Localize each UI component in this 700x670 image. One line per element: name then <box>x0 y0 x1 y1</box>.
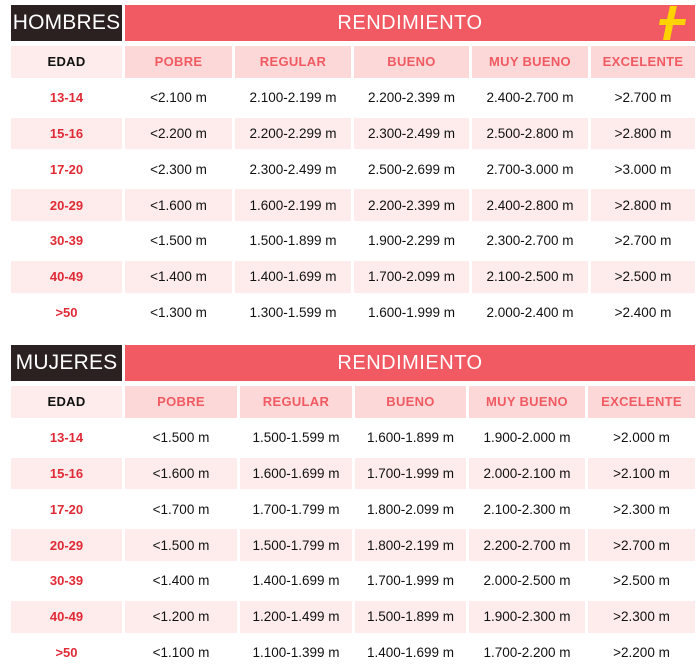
cell-poor: <1.200 m <box>152 609 210 625</box>
column-header-very-good: MUY BUENO <box>489 54 571 70</box>
cell-good: 2.200-2.399 m <box>367 90 456 106</box>
cell-age: 15-16 <box>49 465 84 481</box>
column-header-good: BUENO <box>386 394 435 410</box>
women-table <box>0 340 700 670</box>
column-header-regular: REGULAR <box>262 394 330 410</box>
cell-good: 2.300-2.499 m <box>367 125 456 141</box>
cell-regular: 1.500-1.599 m <box>252 430 340 446</box>
cell-very-good: 2.400-2.700 m <box>486 90 574 106</box>
cell-age: 30-39 <box>49 573 84 589</box>
cell-poor: <1.400 m <box>152 573 210 589</box>
cell-good: 1.400-1.699 m <box>366 644 455 660</box>
cell-very-good: 2.000-2.500 m <box>483 573 571 589</box>
column-header-excellent: EXCELENTE <box>602 54 684 70</box>
cell-poor: <1.400 m <box>150 269 207 285</box>
cell-poor: <2.300 m <box>150 161 207 177</box>
cell-poor: <1.500 m <box>152 537 210 553</box>
cell-poor: <1.300 m <box>150 304 207 320</box>
men-table <box>0 0 700 330</box>
cell-very-good: 2.100-2.500 m <box>486 269 574 285</box>
column-header-good: BUENO <box>387 54 436 70</box>
table-row <box>0 259 700 295</box>
plus-bolt-logo-icon <box>658 4 688 42</box>
cell-poor: <2.200 m <box>150 125 207 141</box>
cell-poor: <1.600 m <box>150 197 207 213</box>
cell-good: 2.500-2.699 m <box>367 161 456 177</box>
cell-age: 20-29 <box>49 197 84 213</box>
cell-very-good: 1.700-2.200 m <box>483 644 571 660</box>
cell-age: 17-20 <box>49 501 84 517</box>
cell-very-good: 1.900-2.300 m <box>483 609 571 625</box>
table-row <box>0 295 700 331</box>
cell-age: 17-20 <box>49 161 84 177</box>
cell-good: 1.800-2.099 m <box>366 501 455 517</box>
cell-regular: 1.700-1.799 m <box>252 501 340 517</box>
column-header-excellent: EXCELENTE <box>601 394 682 410</box>
table-row <box>0 635 700 670</box>
cell-good: 1.600-1.999 m <box>367 304 456 320</box>
cell-good: 1.700-1.999 m <box>366 573 455 589</box>
table-row <box>0 80 700 116</box>
cell-very-good: 2.000-2.100 m <box>483 465 571 481</box>
cell-age: 15-16 <box>49 125 84 141</box>
table-row <box>0 420 700 456</box>
cell-poor: <2.100 m <box>150 90 207 106</box>
column-header-very-good: MUY BUENO <box>486 394 568 410</box>
cell-poor: <1.500 m <box>152 430 210 446</box>
cell-poor: <1.500 m <box>150 233 207 249</box>
women-table-header <box>0 340 700 384</box>
cell-age: 13-14 <box>49 430 84 446</box>
men-performance-label: RENDIMIENTO <box>125 5 695 41</box>
cell-regular: 1.100-1.399 m <box>252 644 340 660</box>
cell-age: >50 <box>55 304 78 320</box>
cell-excellent: >2.500 m <box>614 269 672 285</box>
cell-very-good: 2.500-2.800 m <box>486 125 574 141</box>
women-column-headers <box>0 384 700 420</box>
cell-very-good: 2.000-2.400 m <box>486 304 574 320</box>
cell-excellent: >2.700 m <box>614 90 672 106</box>
cell-excellent: >2.500 m <box>613 573 670 589</box>
table-row <box>0 223 700 259</box>
cell-poor: <1.600 m <box>152 465 210 481</box>
column-header-regular: REGULAR <box>259 54 327 70</box>
cell-regular: 2.300-2.499 m <box>249 161 337 177</box>
cell-excellent: >2.300 m <box>613 609 670 625</box>
cell-good: 1.700-1.999 m <box>366 465 455 481</box>
cell-good: 1.500-1.899 m <box>366 609 455 625</box>
column-header-age: EDAD <box>47 54 86 70</box>
table-row <box>0 491 700 527</box>
cell-regular: 1.400-1.699 m <box>252 573 340 589</box>
women-performance-label: RENDIMIENTO <box>125 345 695 381</box>
cell-regular: 2.200-2.299 m <box>249 125 337 141</box>
men-column-headers <box>0 44 700 80</box>
women-gender-label: MUJERES <box>11 345 122 381</box>
cell-very-good: 2.200-2.700 m <box>483 537 571 553</box>
cell-age: 20-29 <box>49 537 84 553</box>
cell-very-good: 2.300-2.700 m <box>486 233 574 249</box>
cell-excellent: >2.800 m <box>614 125 672 141</box>
cell-regular: 1.500-1.899 m <box>249 233 337 249</box>
cell-regular: 2.100-2.199 m <box>249 90 337 106</box>
cell-age: 30-39 <box>49 233 84 249</box>
cell-excellent: >2.400 m <box>614 304 672 320</box>
cell-excellent: >2.800 m <box>614 197 672 213</box>
cell-regular: 1.400-1.699 m <box>249 269 337 285</box>
table-row <box>0 116 700 152</box>
cell-very-good: 2.100-2.300 m <box>483 501 571 517</box>
cell-excellent: >2.700 m <box>613 537 670 553</box>
cell-regular: 1.500-1.799 m <box>252 537 340 553</box>
cell-good: 1.800-2.199 m <box>366 537 455 553</box>
column-header-age: EDAD <box>47 394 86 410</box>
cell-good: 1.900-2.299 m <box>367 233 456 249</box>
cell-excellent: >2.200 m <box>613 644 670 660</box>
cell-regular: 1.300-1.599 m <box>249 304 337 320</box>
table-row <box>0 599 700 635</box>
cell-good: 1.700-2.099 m <box>367 269 456 285</box>
table-row <box>0 187 700 223</box>
cell-very-good: 2.700-3.000 m <box>486 161 574 177</box>
table-row <box>0 151 700 187</box>
cell-age: 40-49 <box>49 609 84 625</box>
cell-poor: <1.100 m <box>152 644 210 660</box>
men-gender-label: HOMBRES <box>11 5 122 41</box>
cell-age: 13-14 <box>49 90 84 106</box>
cell-regular: 1.600-2.199 m <box>249 197 337 213</box>
cell-excellent: >2.100 m <box>613 465 670 481</box>
table-row <box>0 456 700 492</box>
cell-age: 40-49 <box>49 269 84 285</box>
column-header-poor: POBRE <box>157 394 205 410</box>
cell-excellent: >3.000 m <box>614 161 672 177</box>
column-header-poor: POBRE <box>154 54 203 70</box>
cell-excellent: >2.000 m <box>613 430 670 446</box>
table-row <box>0 527 700 563</box>
cell-very-good: 2.400-2.800 m <box>486 197 574 213</box>
cell-regular: 1.600-1.699 m <box>252 465 340 481</box>
cell-very-good: 1.900-2.000 m <box>483 430 571 446</box>
cell-excellent: >2.300 m <box>613 501 670 517</box>
table-row <box>0 563 700 599</box>
cell-regular: 1.200-1.499 m <box>252 609 340 625</box>
cell-excellent: >2.700 m <box>614 233 672 249</box>
cell-age: >50 <box>55 644 78 660</box>
cell-good: 1.600-1.899 m <box>366 430 455 446</box>
cell-good: 2.200-2.399 m <box>367 197 456 213</box>
men-table-header <box>0 0 700 44</box>
cell-poor: <1.700 m <box>152 501 210 517</box>
